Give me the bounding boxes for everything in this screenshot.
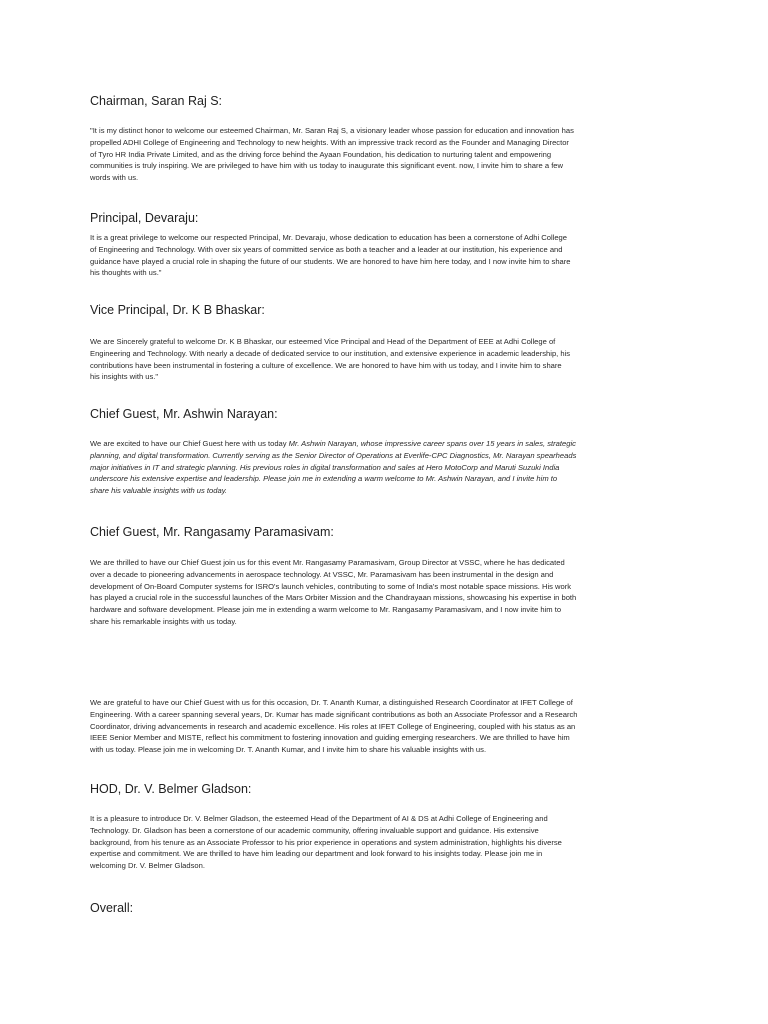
section-heading-principal: Principal, Devaraju: bbox=[90, 211, 199, 225]
paragraph-line: guidance have played a crucial role in shaping the future of our students. We are honored to have him here today, and I now invite him to share bbox=[90, 256, 571, 266]
paragraph-line: over a decade to pioneering advancements in aerospace technology. At VSSC, Mr. Paramasivam has been instrumental in the design and bbox=[90, 569, 554, 579]
paragraph-line: of Tyro HR India Private Limited, and as the driving force behind the Ayaan Foundation, his dedication to nurturing talent and empowering bbox=[90, 149, 552, 159]
paragraph-line: his thoughts with us." bbox=[90, 268, 162, 278]
paragraph-line: share his remarkable insights with us today. bbox=[90, 616, 237, 626]
paragraph-line: It is a great privilege to welcome our respected Principal, Mr. Devaraju, whose dedication to education has been a cornerstone of Adhi College bbox=[90, 233, 567, 242]
paragraph-line: has played a crucial role in the successful launches of the Mars Orbiter Mission and the Chandrayaan missions, showcasing his expertise in both bbox=[90, 593, 577, 603]
paragraph-line: We are Sincerely grateful to welcome Dr. K B Bhaskar, our esteemed Vice Principal and Head of the Department of EEE at Adhi College of bbox=[90, 337, 556, 346]
paragraph-line: of Engineering and Technology. With over six years of committed service as both a teacher and a leader at our institution, his experience and bbox=[90, 244, 563, 254]
paragraph-line: welcoming Dr. V. Belmer Gladson. bbox=[90, 861, 205, 871]
section-paragraph-chief-guest-ananth bbox=[90, 697, 690, 756]
paragraph-line: planning, and digital transformation. Currently serving as the Senior Director of Operations at Everlife-CPC Diagnostics, Mr. Narayan spearheads bbox=[90, 450, 577, 460]
section-paragraph-chief-guest-ashwin bbox=[90, 438, 690, 497]
paragraph-line: development of On-Board Computer systems for ISRO's launch vehicles, contributing to some of India's most notable space missions. His work bbox=[90, 581, 572, 591]
paragraph-line: background, from his tenure as an Associate Professor to his prior experience in operations and system administration, highlights his diverse bbox=[90, 837, 562, 847]
paragraph-line bbox=[90, 438, 690, 450]
paragraph-line: hardware and software development. Please join me in extending a warm welcome to Mr. Rangasamy Paramasivam, and I now invite him to bbox=[90, 605, 562, 615]
paragraph-line: major initiatives in IT and strategic planning. His previous roles in digital transformation and sales at Hero MotoCorp and Maruti Suzuki India bbox=[90, 462, 560, 472]
paragraph-line: "It is my distinct honor to welcome our esteemed Chairman, Mr. Saran Raj S, a visionary leader whose passion for education and innovation has bbox=[90, 126, 574, 135]
paragraph-line: It is a pleasure to introduce Dr. V. Belmer Gladson, the esteemed Head of the Department of AI & DS at Adhi College of Engineering and bbox=[90, 814, 548, 823]
section-heading-chief-guest-ashwin: Chief Guest, Mr. Ashwin Narayan: bbox=[90, 407, 278, 421]
paragraph-line: Engineering. With a career spanning several years, Dr. Kumar has made significant contributions as both an Associate Professor and a Research bbox=[90, 709, 578, 719]
section-paragraph-chairman bbox=[90, 125, 690, 184]
paragraph-line: words with us. bbox=[90, 173, 139, 183]
section-heading-hod: HOD, Dr. V. Belmer Gladson: bbox=[90, 782, 252, 796]
section-heading-overall: Overall: bbox=[90, 901, 134, 915]
paragraph-line: share his valuable insights with us today. bbox=[90, 486, 228, 496]
section-paragraph-vice-principal bbox=[90, 336, 690, 383]
paragraph-line: IEEE Senior Member and MISTE, reflect his commitment to fostering innovation and guiding emerging researchers. We are thrilled to have him bbox=[90, 733, 570, 743]
paragraph-text: We are excited to have our Chief Guest here with us today bbox=[90, 439, 289, 448]
section-paragraph-principal bbox=[90, 232, 690, 279]
paragraph-text-italic: Mr. Ashwin Narayan, whose impressive career spans over 15 years in sales, strategic bbox=[288, 439, 576, 448]
section-paragraph-chief-guest-rangasamy bbox=[90, 557, 690, 628]
paragraph-line: We are grateful to have our Chief Guest with us for this occasion, Dr. T. Ananth Kumar, a distinguished Research Coordinator at IFET College of bbox=[90, 698, 573, 707]
paragraph-line: We are thrilled to have our Chief Guest join us for this event Mr. Rangasamy Paramasivam, Group Director at VSSC, where he has dedicated bbox=[90, 558, 565, 567]
paragraph-line: Engineering and Technology. With nearly a decade of dedicated service to our institution, and extensive experience in academic leadership, his bbox=[90, 348, 571, 358]
section-heading-chief-guest-rangasamy: Chief Guest, Mr. Rangasamy Paramasivam: bbox=[90, 525, 334, 539]
paragraph-line: Technology. Dr. Gladson has been a cornerstone of our academic community, offering invaluable support and guidance. His extensive bbox=[90, 825, 539, 835]
section-heading-chairman: Chairman, Saran Raj S: bbox=[90, 94, 223, 108]
paragraph-line: underscore his extensive expertise and leadership. Please join me in extending a warm welcome to Mr. Ashwin Narayan, and I invite him to bbox=[90, 474, 558, 484]
paragraph-line: communities is truly inspiring. We are privileged to have him with us today to inaugurate this significant event. now, I invite him to share a few bbox=[90, 161, 564, 171]
paragraph-line: contributions have been instrumental in fostering a culture of excellence. We are honored to have him with us today, and I invite him to share bbox=[90, 360, 562, 370]
section-paragraph-hod bbox=[90, 813, 690, 872]
paragraph-line: expertise and commitment. We are thrilled to have him leading our department and look forward to his insights today. Please join me in bbox=[90, 849, 543, 859]
section-heading-vice-principal: Vice Principal, Dr. K B Bhaskar: bbox=[90, 303, 265, 317]
paragraph-line: with us today. Please join me in welcoming Dr. T. Ananth Kumar, and I invite him to share his valuable insights with us. bbox=[90, 745, 487, 755]
paragraph-line: Coordinator, driving advancements in research and academic excellence. His roles at IFET College of Engineering, coupled with his status as an bbox=[90, 721, 576, 731]
paragraph-line: propelled ADHI College of Engineering and Technology to new heights. With an impressive track record as the Founder and Managing Director bbox=[90, 137, 569, 147]
paragraph-line: his insights with us." bbox=[90, 372, 159, 382]
